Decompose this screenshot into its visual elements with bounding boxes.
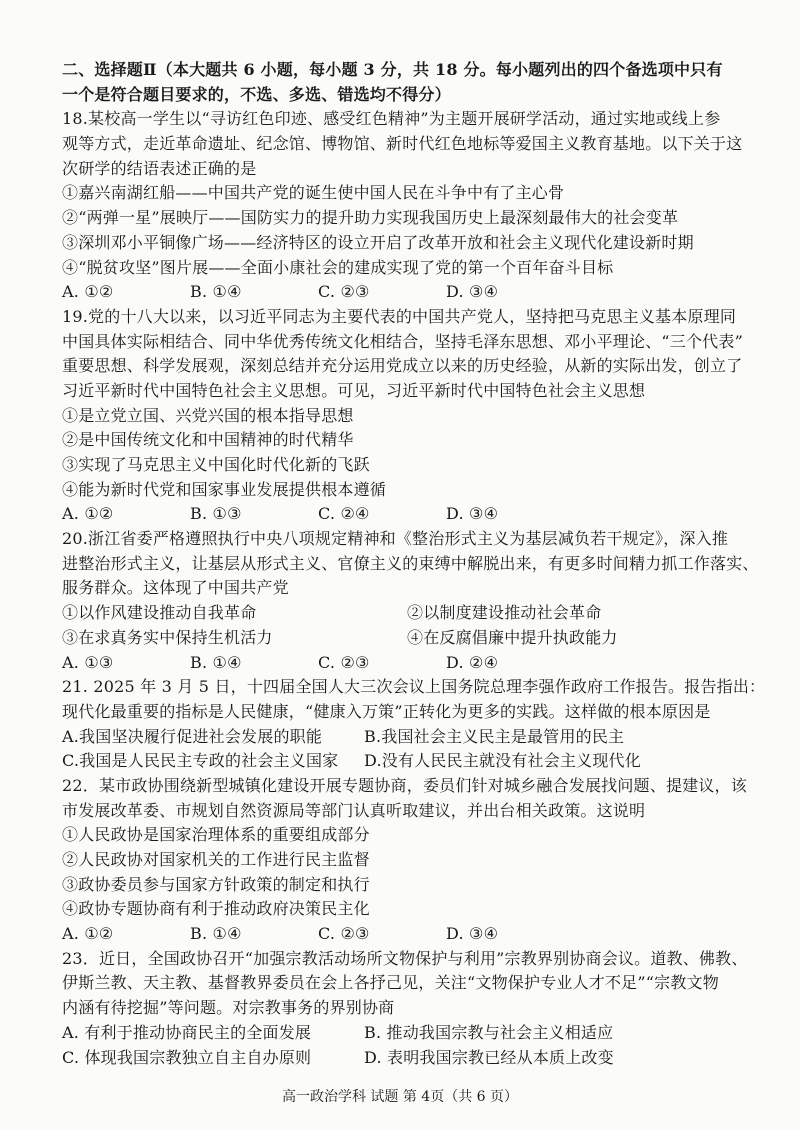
statement: ③实现了马克思主义中国化时代化新的飞跃 — [62, 455, 370, 474]
question-18 — [62, 107, 752, 305]
statement: ④能为新时代党和国家事业发展提供根本遵循 — [62, 479, 387, 499]
question-text-line: 内涵有待挖掘”等问题。对宗教事务的界别协商 — [62, 998, 395, 1018]
statement: ③深圳邓小平铜像广场——经济特区的设立开启了改革开放和社会主义现代化建设新时期 — [62, 232, 694, 252]
option-c: C.我国是人民民主专政的社会主义国家 — [62, 751, 339, 771]
statement: ①是立党立国、兴党兴国的根本指导思想 — [62, 405, 354, 425]
option-b: B. ①③ — [190, 504, 242, 524]
option-a: A. ①② — [62, 504, 114, 524]
option-c: C. ②③ — [318, 282, 370, 302]
statement-row — [62, 601, 752, 626]
option-d: D. ③④ — [446, 504, 499, 524]
option-c: C. ②③ — [318, 652, 370, 672]
option-b: B. ①④ — [190, 652, 242, 672]
answer-options — [62, 280, 752, 305]
statement: ②以制度建设推动社会革命 — [407, 603, 602, 623]
option-d: D. 表明我国宗教已经从本质上改变 — [364, 1047, 614, 1067]
option-b: B. ①④ — [190, 282, 242, 302]
exam-page — [62, 58, 766, 1070]
option-a: A. ①② — [62, 282, 114, 302]
question-text-line: 次研学的结语表述正确的是 — [62, 158, 257, 178]
option-d: D. ②④ — [446, 652, 499, 672]
option-a: A.我国坚决履行促进社会发展的职能 — [62, 726, 323, 746]
question-text-line: 观等方式，走近革命遗址、纪念馆、博物馆、新时代红色地标等爱国主义教育基地。以下关于这 — [62, 134, 743, 154]
statement: ②人民政协对国家机关的工作进行民主监督 — [62, 850, 370, 869]
option-d: D. ③④ — [446, 282, 499, 302]
answer-options-row — [62, 1021, 752, 1046]
question-text-line: 现代化最重要的指标是人民健康，“健康入万策”正转化为更多的实践。这样做的根本原因是 — [62, 701, 711, 721]
option-a: A. 有利于推动协商民主的全面发展 — [62, 1022, 312, 1042]
question-22 — [62, 774, 752, 947]
question-text-line: 市发展改革委、市规划自然资源局等部门认真听取建议，并出台相关政策。这说明 — [62, 800, 646, 820]
question-text-line: 服务群众。这体现了中国共产党 — [62, 578, 289, 598]
question-text-line: 23．近日，全国政协召开“加强宗教活动场所文物保护与利用”宗教界别协商会议。道教、佛教、 — [62, 948, 748, 968]
statement: ④在反腐倡廉中提升执政能力 — [407, 627, 618, 647]
question-text-line: 20.浙江省委严格遵照执行中央八项规定精神和《整治形式主义为基层减负若干规定》，深入推 — [62, 529, 729, 549]
statement: ①以作风建设推动自我革命 — [62, 603, 257, 623]
section-heading-line-2: 一个是符合题目要求的，不选、多选、错选均不得分） — [62, 84, 451, 104]
statement-row — [62, 626, 752, 651]
answer-options-row — [62, 1046, 752, 1071]
option-c: C. ②③ — [318, 924, 370, 944]
option-a: A. ①③ — [62, 652, 114, 672]
question-19 — [62, 305, 752, 527]
statement: ②“两弹一星”展映厅——国防实力的提升助力实现我国历史上最深刻最伟大的社会变革 — [62, 208, 679, 228]
question-text-line: 22．某市政协围绕新型城镇化建设开展专题协商，委员们针对城乡融合发展找问题、提建议，该 — [62, 775, 747, 795]
statement: ④“脱贫攻坚”图片展——全面小康社会的建成实现了党的第一个百年奋斗目标 — [62, 257, 614, 277]
answer-options — [62, 651, 752, 676]
statement: ②是中国传统文化和中国精神的时代精华 — [62, 430, 354, 450]
option-c: C. ②④ — [318, 504, 370, 524]
statement: ④政协专题协商有利于推动政府决策民主化 — [62, 899, 370, 919]
question-text-line: 19.党的十八大以来，以习近平同志为主要代表的中国共产党人，坚持把马克思主义基本原理同 — [62, 306, 737, 326]
page-footer: 高一政治学科 试题 第 4页（共 6 页） — [281, 1089, 519, 1105]
option-d: D. ③④ — [446, 924, 499, 944]
statement: ①嘉兴南湖红船——中国共产党的诞生使中国人民在斗争中有了主心骨 — [62, 183, 565, 203]
answer-options-row — [62, 725, 752, 750]
question-text-line: 21. 2025 年 3 月 5 日，十四届全国人大三次会议上国务院总理李强作政府工作报告。报告指出： — [62, 677, 766, 697]
question-text-line: 中国具体实际相结合、同中华优秀传统文化相结合，坚持毛泽东思想、邓小平理论、“三个代表” — [62, 331, 743, 351]
question-text-line: 重要思想、科学发展观，深刻总结并充分运用党成立以来的历史经验，从新的实际出发，创立了 — [62, 356, 743, 376]
option-b: B.我国社会主义民主是最管用的民主 — [364, 726, 625, 746]
question-23 — [62, 947, 752, 1070]
question-20 — [62, 527, 759, 675]
section-heading-line-1: 二、选择题Ⅱ（本大题共 6 小题，每小题 3 分，共 18 分。每小题列出的四个备选项中只有 — [62, 60, 723, 79]
answer-options-row — [62, 749, 752, 774]
option-b: B. ①④ — [190, 924, 242, 944]
statement: ③政协委员参与国家方针政策的制定和执行 — [62, 874, 370, 894]
question-21 — [62, 675, 766, 774]
question-text-line: 18.某校高一学生以“寻访红色印迹、感受红色精神”为主题开展研学活动，通过实地或线上参 — [62, 109, 721, 129]
question-text-line: 伊斯兰教、天主教、基督教界委员在会上各抒己见，关注“文物保护专业人才不足”“宗教文物 — [62, 973, 719, 993]
answer-options — [62, 922, 752, 947]
question-text-line: 进整治形式主义，让基层从形式主义、官僚主义的束缚中解脱出来，有更多时间精力抓工作落实、 — [62, 553, 759, 573]
answer-options — [62, 502, 752, 527]
statement: ③在求真务实中保持生机活力 — [62, 627, 273, 647]
statement: ①人民政协是国家治理体系的重要组成部分 — [62, 825, 370, 845]
option-c: C. 体现我国宗教独立自主自办原则 — [62, 1047, 312, 1067]
option-d: D.没有人民民主就没有社会主义现代化 — [364, 751, 641, 771]
option-b: B. 推动我国宗教与社会主义相适应 — [364, 1022, 614, 1042]
option-a: A. ①② — [62, 924, 114, 944]
question-text-line: 习近平新时代中国特色社会主义思想。可见，习近平新时代中国特色社会主义思想 — [62, 380, 646, 400]
